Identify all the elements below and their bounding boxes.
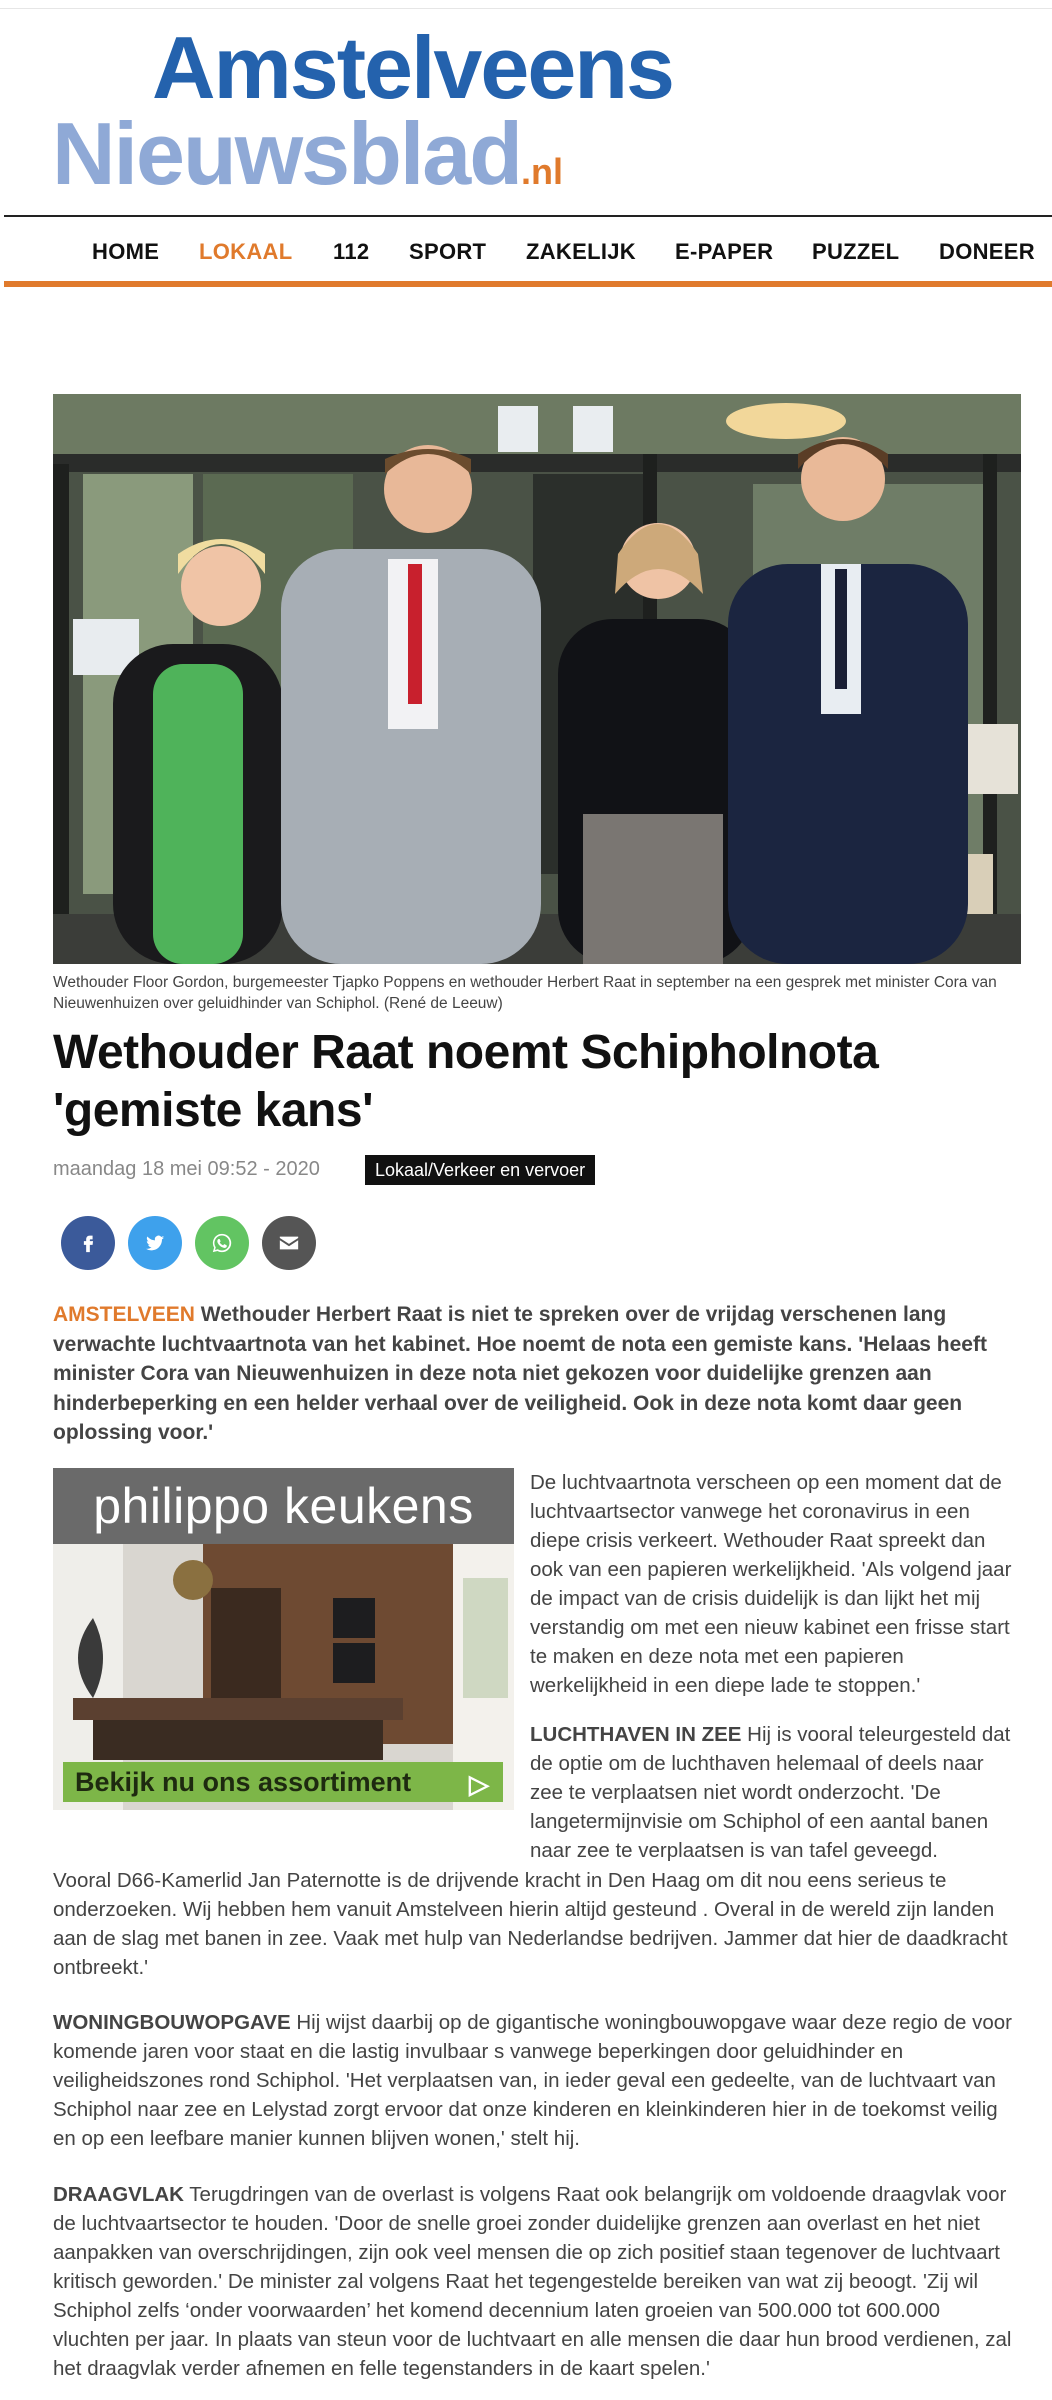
lead-kicker: AMSTELVEEN — [53, 1303, 195, 1326]
article-paragraph-2 — [530, 1720, 1022, 1865]
facebook-icon — [77, 1232, 99, 1254]
logo-tld: .nl — [520, 151, 563, 192]
logo-line-nieuwsblad — [52, 104, 563, 222]
paragraph-4-text: Terugdringen van de overlast is volgens Raat ook belangrijk om voldoende draagvlak voor de luchtvaartsector te houden. 'Door de snelle groei zonder duidelijke grenzen aan overlast en het niet aanpakken van overschrijdingen, zijn ook veel mensen die op zich positief staan tegenover de luchtvaart kritisch geworden.' De minister zal volgens Raat het tegengestelde bereiken van wat zij beoogt. 'Zij wil Schiphol zelfs ‘onder voorwaarden’ het komend decennium laten groeien van 500.000 tot 600.000 vluchten per jaar. In plaats van steun voor de luchtvaart en alle mensen die daar hun brood verdienen, zal het draagvlak verder afnemen en felle tegenstanders in de kaart spelen.' — [53, 2183, 1012, 2380]
play-arrow-icon: ▷ — [469, 1769, 489, 1799]
ad-cta-label: Bekijk nu ons assortiment — [75, 1767, 412, 1797]
share-twitter-button[interactable] — [128, 1216, 182, 1270]
site-logo[interactable] — [52, 18, 692, 203]
lead-text: Wethouder Herbert Raat is niet te spreken over de vrijdag verschenen lang verwachte luchtvaartnota van het kabinet. Hoe noemt de nota een gemiste kans. 'Helaas heeft minister Cora van Nieuwenhuizen in deze nota niet gekozen voor duidelijke grenzen aan hinderbeperking en een helder verhaal over de veiligheid. Ook in deze nota komt daar geen oplossing voor.' — [53, 1303, 987, 1444]
nav-item-112[interactable]: 112 — [333, 239, 370, 264]
article-paragraph-1: De luchtvaartnota verscheen op een moment dat de luchtvaartsector vanwege het coronavirus in een diepe crisis verkeert. Wethouder Raat spreekt dan ook van een papieren werkelijkheid. 'Als volgend jaar de impact van de crisis duidelijk is dan lijkt het mij verstandig om met een nieuw kabinet een frisse start te maken en deze nota met een papieren werkelijkheid in een diepe lade te stoppen.' — [530, 1471, 1012, 1697]
article-lead — [53, 1300, 1021, 1448]
nav-item-sport[interactable]: SPORT — [409, 239, 487, 264]
twitter-icon — [144, 1232, 166, 1254]
photo-caption: Wethouder Floor Gordon, burgemeester Tjapko Poppens en wethouder Herbert Raat in september na een gesprek met minister Cora van Nieuwenhuizen over geluidhinder van Schiphol. (René de Leeuw) — [53, 974, 997, 1012]
nav-item-doneer[interactable]: DONEER — [939, 239, 1035, 264]
paragraph-2-kicker: LUCHTHAVEN IN ZEE — [530, 1723, 742, 1746]
share-whatsapp-button[interactable] — [195, 1216, 249, 1270]
ad-cta-button[interactable] — [63, 1762, 503, 1802]
article-paragraph-3 — [53, 2008, 1021, 2153]
article-photo-illustration — [53, 394, 1021, 964]
paragraph-4-kicker: DRAAGVLAK — [53, 2183, 184, 2206]
nav-item-zakelijk[interactable]: ZAKELIJK — [526, 239, 636, 264]
nav-item-home[interactable]: HOME — [92, 239, 160, 264]
nav-item-lokaal[interactable]: LOKAAL — [199, 239, 293, 264]
article-paragraph-4 — [53, 2180, 1021, 2383]
article-headline: Wethouder Raat noemt Schipholnota 'gemiste kans' — [53, 1026, 879, 1137]
paragraph-3-text: Hij wijst daarbij op de gigantische woningbouwopgave waar deze regio de voor komende jaren voor staat en die lastig invulbaar s vanwege beperkingen door geluidhinder en veiligheidszones rond Schiphol. 'Het verplaatsen van, in ieder geval een gedeelte, van de luchtvaart van Schiphol naar zee en Lelystad zorgt ervoor dat onze kinderen en kleinkinderen hier in de toekomst veilig en op een leefbare manier kunnen blijven wonen,' stelt hij. — [53, 2011, 1013, 2150]
ad-brand-name: philippo keukens — [53, 1468, 514, 1544]
paragraph-3-kicker: WONINGBOUWOPGAVE — [53, 2011, 291, 2034]
logo-line-amstelveens: Amstelveens — [152, 18, 673, 117]
article-category-tag[interactable]: Lokaal/Verkeer en vervoer — [365, 1155, 595, 1185]
article-paragraph-2-continued: Vooral D66-Kamerlid Jan Paternotte is de drijvende kracht in Den Haag om dit nou eens serieus te onderzoeken. Wij hebben hem vanuit Amstelveen hierin altijd gesteund . Overal in de wereld zijn landen aan de slag met banen in zee. Vaak met hulp van Nederlandse bedrijven. Jammer dat hier de daadkracht ontbreekt.' — [53, 1869, 1008, 1979]
nav-item-puzzel[interactable]: PUZZEL — [812, 239, 900, 264]
whatsapp-icon — [211, 1232, 233, 1254]
share-facebook-button[interactable] — [61, 1216, 115, 1270]
advertisement-philippo-keukens[interactable] — [53, 1468, 514, 1810]
article-date: maandag 18 mei 09:52 - 2020 — [53, 1158, 320, 1180]
logo-word-nieuwsblad: Nieuwsblad — [52, 104, 521, 203]
paragraph-2-text-a: Hij is vooral teleurgesteld dat de optie om de luchthaven helemaal of deels naar zee te verplaatsen niet wordt onderzocht. 'De langetermijnvisie om Schiphol of een aantal banen naar zee te verplaatsen is van tafel geveegd. — [530, 1723, 1011, 1862]
nav-item-e-paper[interactable]: E-PAPER — [675, 239, 774, 264]
article-photo[interactable] — [53, 394, 1021, 964]
nav-bottom-border — [4, 281, 1052, 287]
share-email-button[interactable] — [262, 1216, 316, 1270]
email-icon — [278, 1232, 300, 1254]
top-divider — [0, 8, 1052, 9]
main-navigation — [4, 217, 1052, 281]
